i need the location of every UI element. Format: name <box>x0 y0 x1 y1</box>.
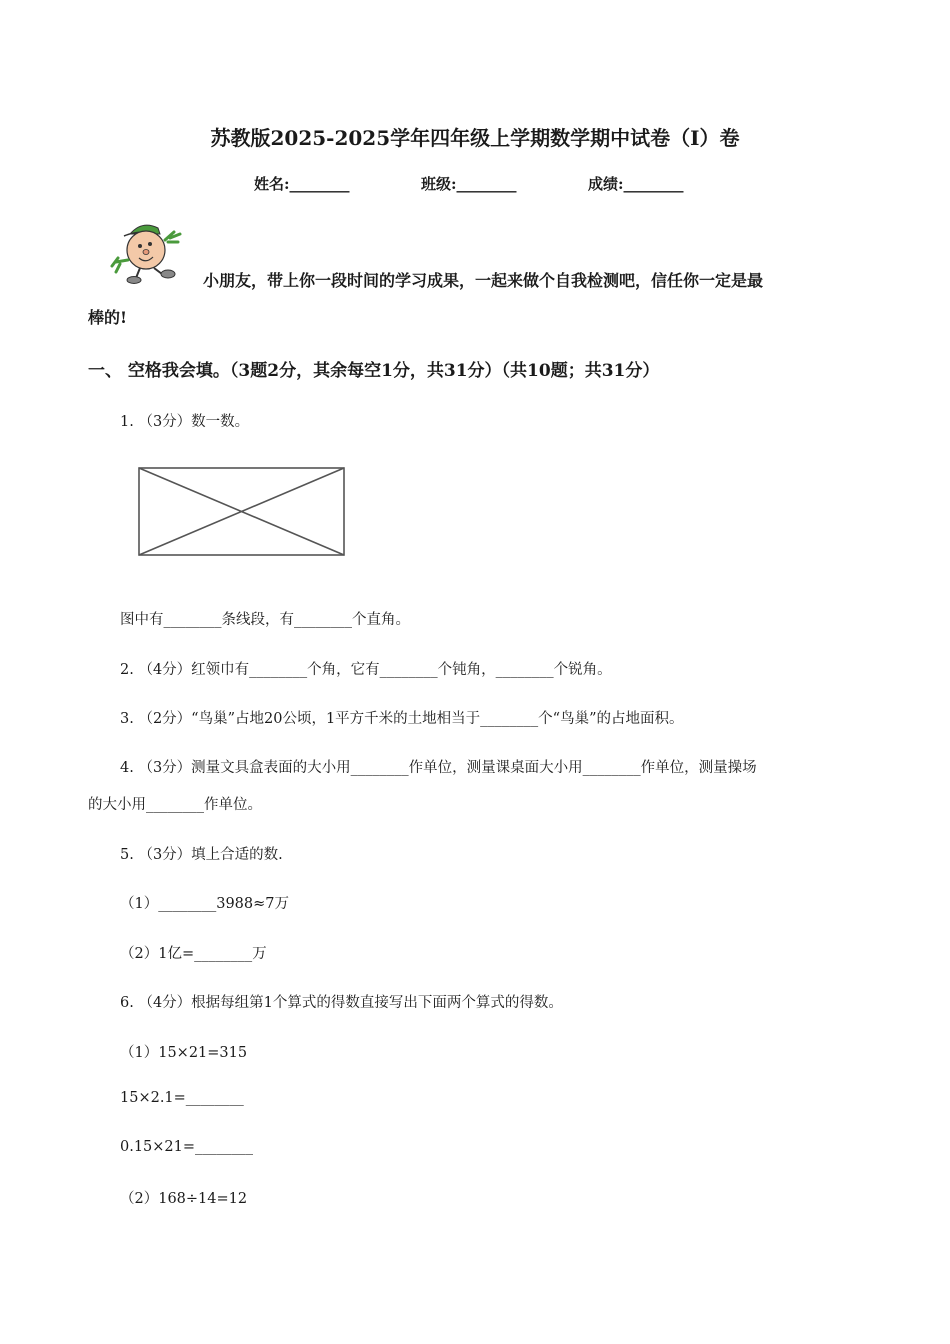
question-1-stem: 1. （3分）数一数。 <box>120 414 250 430</box>
name-field: 姓名:________ <box>254 175 350 193</box>
cartoon-boy-icon <box>108 218 188 290</box>
question-1-answer: 图中有________条线段，有________个直角。 <box>120 612 410 628</box>
question-6-part-2: （2）168÷14=12 <box>120 1191 248 1207</box>
question-5-part-1: （1）________3988≈7万 <box>120 896 290 912</box>
intro-line-1: 小朋友，带上你一段时间的学习成果，一起来做个自我检测吧，信任你一定是最 <box>203 271 764 290</box>
question-1-figure <box>134 462 350 566</box>
question-3: 3. （2分）“鸟巢”占地20公顷，1平方千米的土地相当于________个“鸟巢”的占地面积。 <box>120 711 684 727</box>
question-2: 2. （4分）红领巾有________个角，它有________个钝角，________个锐角。 <box>120 662 612 678</box>
question-5-part-2: （2）1亿=________万 <box>120 946 267 962</box>
intro-line-2: 棒的! <box>88 308 128 327</box>
section-1-heading: 一、 空格我会填。（3题2分，其余每空1分，共31分）（共10题；共31分） <box>88 361 660 381</box>
question-5-stem: 5. （3分）填上合适的数. <box>120 847 283 863</box>
question-4-line-1: 4. （3分）测量文具盒表面的大小用________作单位，测量课桌面大小用________作单位，测量操场 <box>120 760 757 776</box>
page-title: 苏教版2025-2025学年四年级上学期数学期中试卷（I）卷 <box>210 126 740 150</box>
question-6-line-a: 15×2.1=________ <box>120 1090 244 1106</box>
score-field: 成绩:________ <box>588 175 684 193</box>
question-4-line-2: 的大小用________作单位。 <box>88 797 262 813</box>
question-6-part-1: （1）15×21=315 <box>120 1045 248 1061</box>
question-6-stem: 6. （4分）根据每组第1个算式的得数直接写出下面两个算式的得数。 <box>120 995 563 1011</box>
question-6-line-b: 0.15×21=________ <box>120 1139 254 1155</box>
class-field: 班级:________ <box>421 175 517 193</box>
